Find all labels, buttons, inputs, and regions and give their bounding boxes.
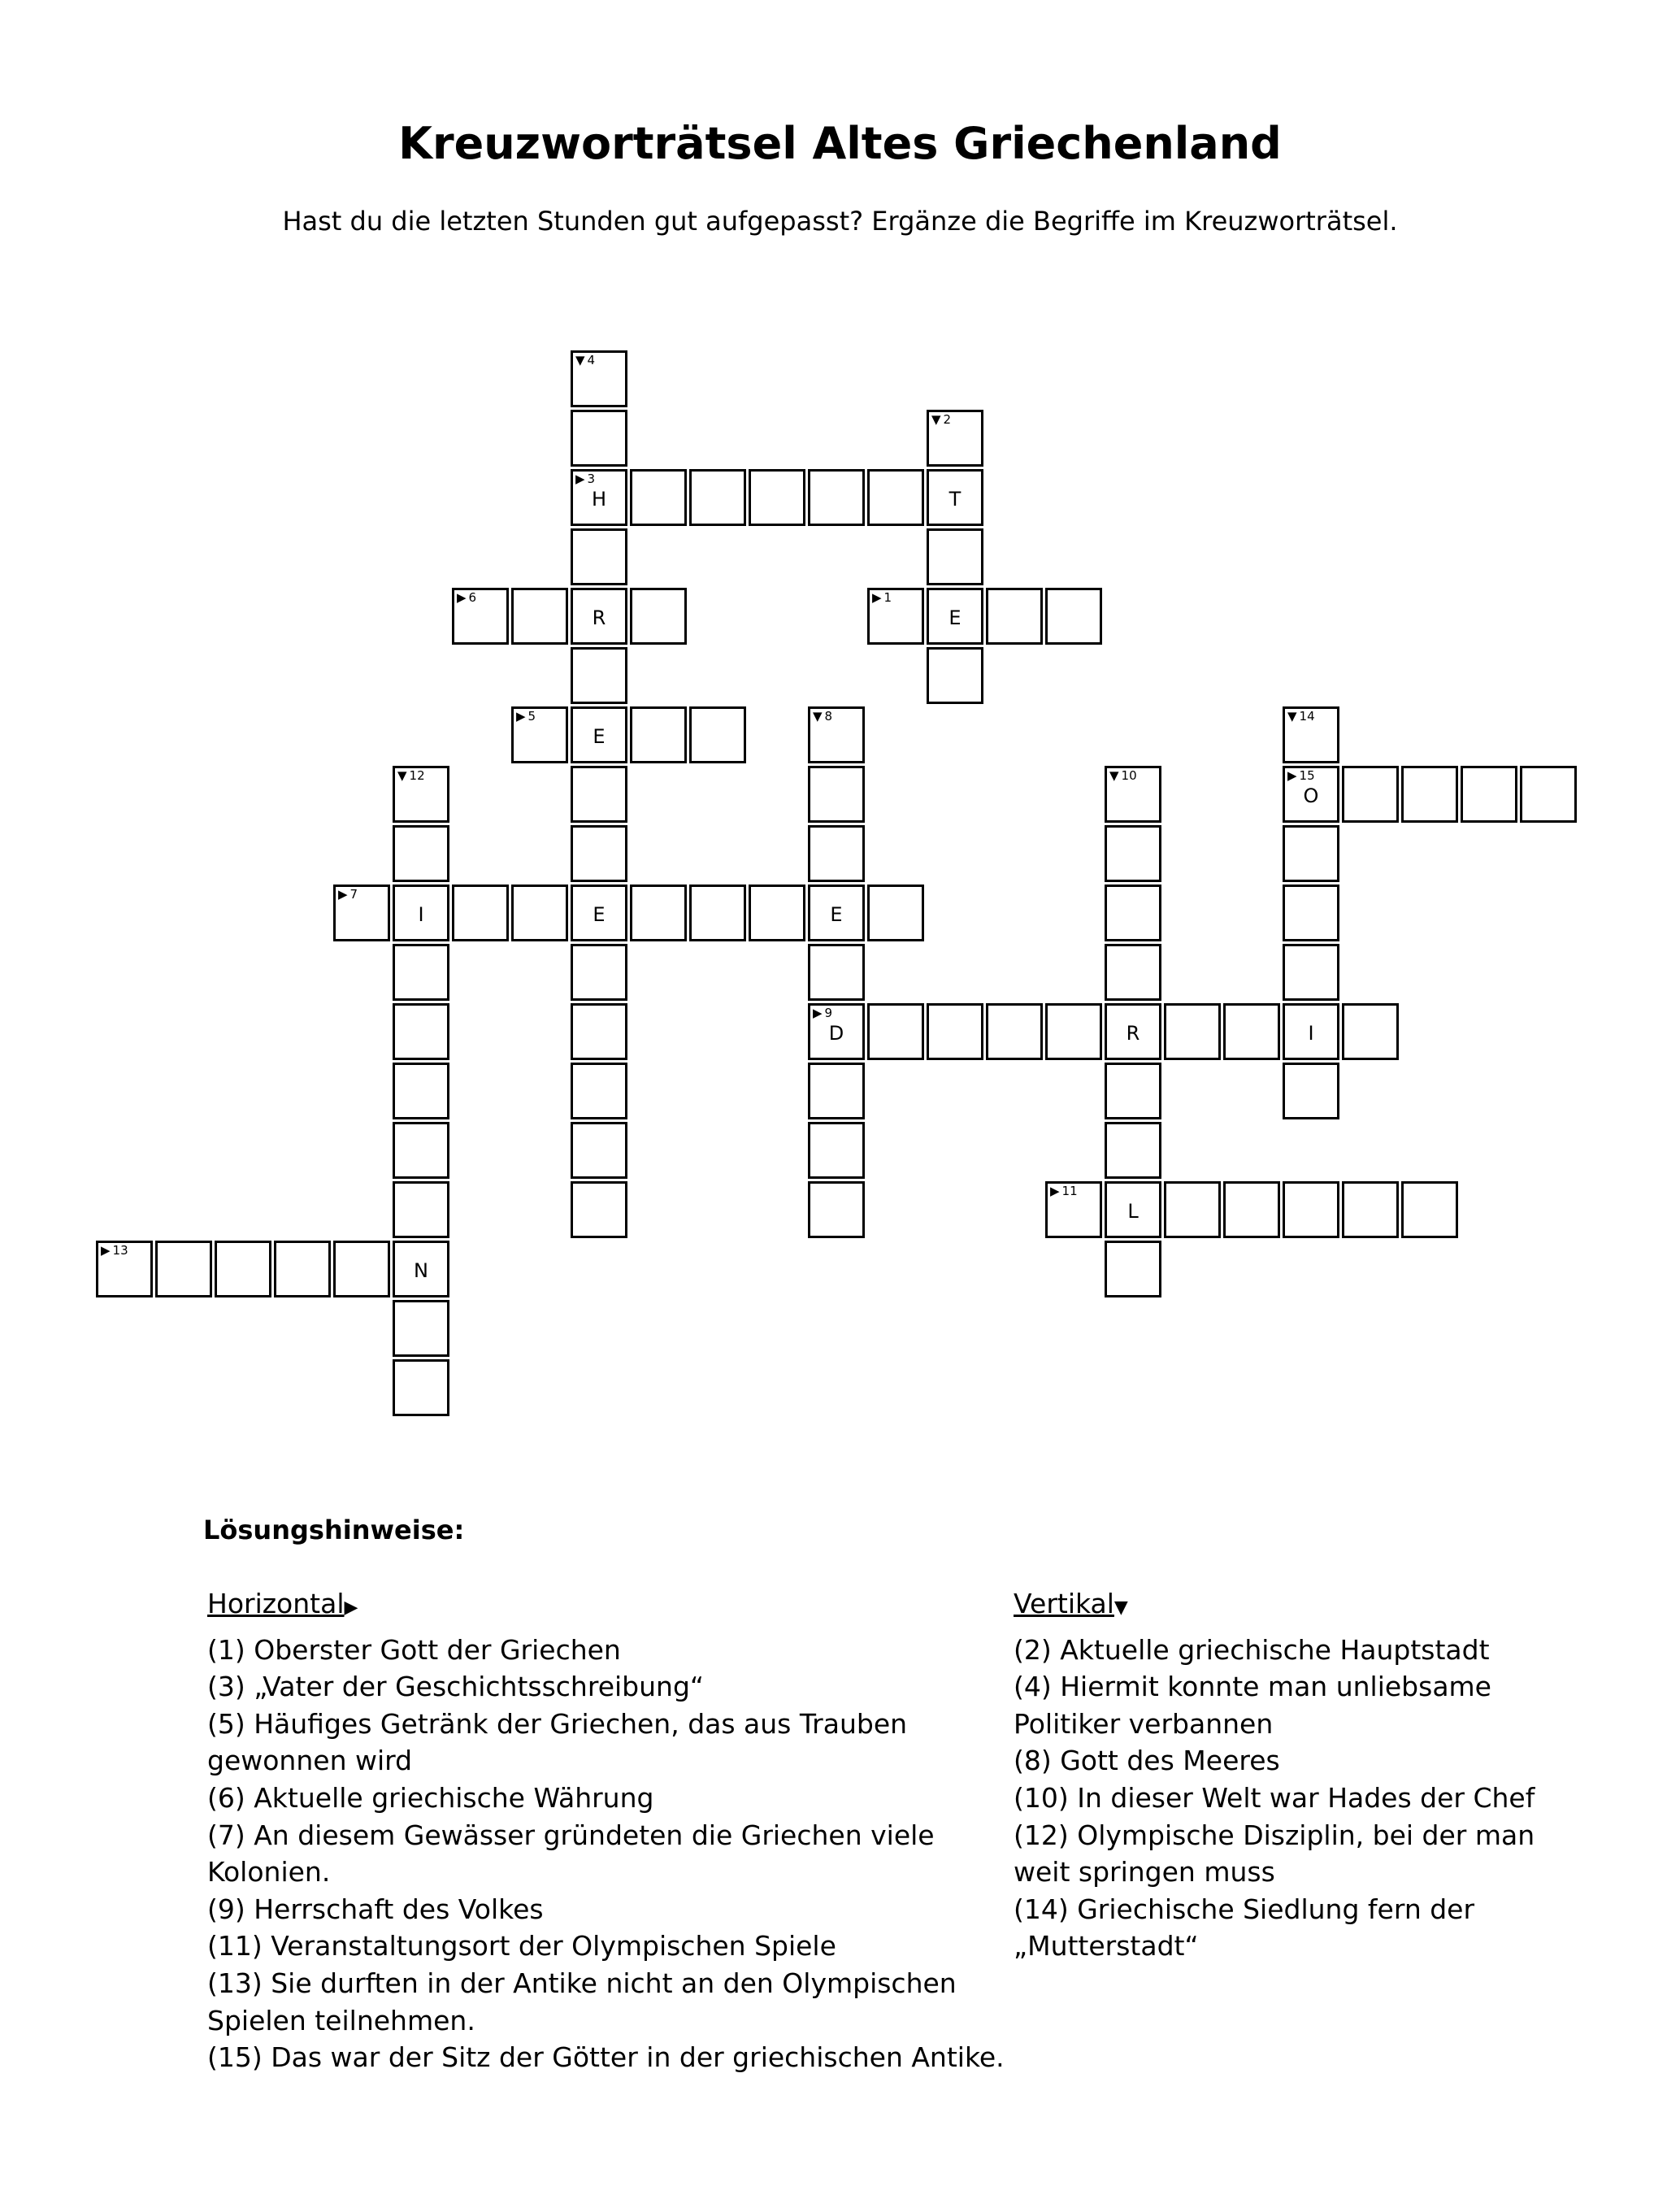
crossword-cell[interactable]: [1164, 1003, 1221, 1060]
crossword-cell[interactable]: [511, 588, 568, 645]
crossword-cell[interactable]: [393, 1241, 449, 1297]
crossword-cell[interactable]: [1342, 1003, 1399, 1060]
crossword-cell[interactable]: [1223, 1003, 1280, 1060]
crossword-cell[interactable]: [630, 588, 687, 645]
crossword-cell[interactable]: [571, 944, 627, 1001]
crossword-cell[interactable]: [1283, 766, 1339, 823]
horizontal-clue: (6) Aktuelle griechische Währung: [207, 1781, 654, 1814]
given-letter: E: [593, 725, 606, 748]
crossword-cell[interactable]: [1105, 1063, 1161, 1119]
crossword-cell[interactable]: [1223, 1181, 1280, 1238]
clue-number: ▶ 6: [457, 590, 477, 605]
crossword-cell[interactable]: [393, 1063, 449, 1119]
given-letter: O: [1303, 785, 1319, 807]
crossword-cell[interactable]: [808, 706, 865, 763]
crossword-cell[interactable]: [571, 350, 627, 407]
crossword-cell[interactable]: [749, 469, 805, 526]
crossword-cell[interactable]: [867, 1003, 924, 1060]
crossword-cell[interactable]: [393, 1181, 449, 1238]
crossword-cell[interactable]: [1401, 766, 1458, 823]
crossword-cell[interactable]: [1283, 825, 1339, 882]
crossword-cell[interactable]: [927, 469, 983, 526]
vertikal-clue: (10) In dieser Welt war Hades der Chef: [1014, 1781, 1535, 1814]
clue-number: ▼ 12: [397, 768, 425, 783]
clue-number: ▼ 10: [1109, 768, 1137, 783]
clue-number: ▼ 8: [813, 709, 833, 724]
crossword-cell[interactable]: [689, 706, 746, 763]
horizontal-clue: (3) „Vater der Geschichtsschreibung“: [207, 1671, 704, 1703]
horizontal-clue: (15) Das war der Sitz der Götter in der griechischen Antike.: [207, 2041, 1005, 2074]
crossword-cell[interactable]: [1045, 588, 1102, 645]
given-letter: T: [949, 488, 962, 511]
crossword-cell[interactable]: [1045, 1181, 1102, 1238]
crossword-cell[interactable]: [571, 1063, 627, 1119]
crossword-cell[interactable]: [511, 706, 568, 763]
given-letter: L: [1127, 1200, 1139, 1223]
crossword-cell[interactable]: [808, 944, 865, 1001]
given-letter: N: [414, 1259, 428, 1282]
crossword-cell[interactable]: [1045, 1003, 1102, 1060]
crossword-cell[interactable]: [1520, 766, 1577, 823]
crossword-cell[interactable]: [808, 1181, 865, 1238]
horizontal-label: Horizontal: [207, 1588, 345, 1619]
crossword-cell[interactable]: [274, 1241, 331, 1297]
crossword-cell[interactable]: [808, 1003, 865, 1060]
given-letter: E: [593, 903, 606, 926]
vertical-clue-list: [1014, 1632, 1599, 1965]
crossword-cell[interactable]: [571, 825, 627, 882]
crossword-cell[interactable]: [1283, 885, 1339, 941]
vertikal-clue: (14) Griechische Siedlung fern der „Mutterstadt“: [1014, 1893, 1475, 1962]
crossword-cell[interactable]: [155, 1241, 212, 1297]
clue-number: ▼ 14: [1287, 709, 1315, 724]
horizontal-clue-list: [207, 1632, 1012, 2076]
given-letter: H: [591, 488, 607, 511]
crossword-cell[interactable]: [986, 1003, 1043, 1060]
vertical-label: Vertikal: [1014, 1588, 1114, 1619]
vertikal-clue: (2) Aktuelle griechische Hauptstadt: [1014, 1633, 1490, 1666]
crossword-cell[interactable]: [808, 1063, 865, 1119]
clue-number: ▶ 5: [516, 709, 536, 724]
clue-number: ▼ 2: [931, 412, 952, 427]
crossword-cell[interactable]: [393, 766, 449, 823]
vertical-header: [1014, 1585, 1599, 1627]
crossword-cell[interactable]: [1283, 944, 1339, 1001]
crossword-cell[interactable]: [511, 885, 568, 941]
clue-number: ▶ 7: [338, 887, 358, 902]
clue-number: ▶ 9: [813, 1006, 833, 1020]
crossword-cell[interactable]: [452, 588, 509, 645]
vertikal-clue: (4) Hiermit konnte man unliebsame Politiker verbannen: [1014, 1671, 1491, 1740]
crossword-cell[interactable]: [571, 1003, 627, 1060]
crossword-cell[interactable]: [808, 1122, 865, 1179]
horizontal-clue: (5) Häufiges Getränk der Griechen, das aus Trauben gewonnen wird: [207, 1707, 908, 1777]
crossword-cell[interactable]: [1105, 766, 1161, 823]
given-letter: D: [828, 1022, 844, 1045]
crossword-cell[interactable]: [215, 1241, 271, 1297]
vertikal-clue: (12) Olympische Disziplin, bei der man weit springen muss: [1014, 1819, 1535, 1889]
crossword-cell[interactable]: [452, 885, 509, 941]
crossword-cell[interactable]: [333, 885, 390, 941]
crossword-cell[interactable]: [1283, 1063, 1339, 1119]
crossword-cell[interactable]: [393, 944, 449, 1001]
crossword-cell[interactable]: [571, 588, 627, 645]
horizontal-clues: [207, 1585, 1012, 2076]
crossword-cell[interactable]: [927, 588, 983, 645]
crossword-cell[interactable]: [689, 885, 746, 941]
given-letter: I: [1308, 1022, 1314, 1045]
horizontal-clue: (7) An diesem Gewässer gründeten die Griechen viele Kolonien.: [207, 1819, 935, 1889]
clue-number: ▶ 15: [1287, 768, 1315, 783]
crossword-cell[interactable]: [808, 766, 865, 823]
crossword-cell[interactable]: [1105, 1003, 1161, 1060]
crossword-cell[interactable]: [393, 885, 449, 941]
crossword-cell[interactable]: [571, 410, 627, 467]
crossword-cell[interactable]: [749, 885, 805, 941]
crossword-cell[interactable]: [630, 885, 687, 941]
crossword-cell[interactable]: [630, 469, 687, 526]
given-letter: E: [949, 606, 962, 629]
crossword-cell[interactable]: [1461, 766, 1517, 823]
crossword-cell[interactable]: [1342, 1181, 1399, 1238]
crossword-cell[interactable]: [1105, 944, 1161, 1001]
crossword-cell[interactable]: [571, 647, 627, 704]
crossword-cell[interactable]: [1164, 1181, 1221, 1238]
given-letter: I: [418, 903, 424, 926]
vertical-clues: [1014, 1585, 1599, 1965]
crossword-cell[interactable]: [808, 469, 865, 526]
crossword-cell[interactable]: [571, 766, 627, 823]
crossword-cell[interactable]: [571, 885, 627, 941]
crossword-cell[interactable]: [393, 825, 449, 882]
crossword-cell[interactable]: [689, 469, 746, 526]
down-arrow-icon: ▼: [1113, 1597, 1128, 1618]
across-arrow-icon: ▶: [344, 1597, 358, 1618]
clue-number: ▶ 11: [1050, 1184, 1078, 1198]
crossword-cell[interactable]: [927, 1003, 983, 1060]
given-letter: E: [830, 903, 843, 926]
horizontal-clue: (1) Oberster Gott der Griechen: [207, 1633, 621, 1666]
clue-number: ▶ 13: [101, 1243, 128, 1258]
crossword-cell[interactable]: [808, 825, 865, 882]
crossword-cell[interactable]: [393, 1122, 449, 1179]
given-letter: R: [592, 606, 606, 629]
crossword-cell[interactable]: [1342, 766, 1399, 823]
clue-number: ▶ 1: [872, 590, 892, 605]
page-title: Kreuzworträtsel Altes Griechenland: [398, 118, 1282, 169]
crossword-cell[interactable]: [867, 469, 924, 526]
crossword-cell[interactable]: [1105, 1181, 1161, 1238]
crossword-cell[interactable]: [393, 1300, 449, 1357]
horizontal-clue: (13) Sie durften in der Antike nicht an den Olympischen Spielen teilnehmen.: [207, 1967, 957, 2036]
crossword-cell[interactable]: [867, 885, 924, 941]
crossword-cell[interactable]: [571, 528, 627, 585]
crossword-cell[interactable]: [1283, 1003, 1339, 1060]
crossword-cell[interactable]: [927, 647, 983, 704]
horizontal-clue: (11) Veranstaltungsort der Olympischen Spiele: [207, 1930, 836, 1962]
crossword-cell[interactable]: [571, 469, 627, 526]
crossword-cell[interactable]: [571, 1122, 627, 1179]
crossword-cell[interactable]: [867, 588, 924, 645]
crossword-cell[interactable]: [1105, 1241, 1161, 1297]
horizontal-clue: (9) Herrschaft des Volkes: [207, 1893, 544, 1925]
crossword-cell[interactable]: [333, 1241, 390, 1297]
vertikal-clue: (8) Gott des Meeres: [1014, 1745, 1280, 1777]
crossword-cell[interactable]: [393, 1003, 449, 1060]
crossword-cell[interactable]: [1105, 825, 1161, 882]
crossword-cell[interactable]: [1401, 1181, 1458, 1238]
clue-number: ▶ 3: [575, 472, 596, 486]
crossword-cell[interactable]: [96, 1241, 153, 1297]
instructions: Hast du die letzten Stunden gut aufgepasst? Ergänze die Begriffe im Kreuzworträtsel.: [282, 206, 1398, 237]
hints-heading: Lösungshinweise:: [203, 1515, 465, 1545]
clue-number: ▼ 4: [575, 353, 596, 367]
crossword-cell[interactable]: [1105, 1122, 1161, 1179]
crossword-cell[interactable]: [808, 885, 865, 941]
crossword-cell[interactable]: [1283, 706, 1339, 763]
crossword-cell[interactable]: [927, 528, 983, 585]
crossword-cell[interactable]: [1283, 1181, 1339, 1238]
crossword-cell[interactable]: [986, 588, 1043, 645]
horizontal-header: [207, 1585, 1012, 1627]
crossword-cell[interactable]: [1105, 885, 1161, 941]
crossword-cell[interactable]: [571, 1181, 627, 1238]
crossword-cell[interactable]: [393, 1359, 449, 1416]
crossword-cell[interactable]: [630, 706, 687, 763]
crossword-cell[interactable]: [571, 706, 627, 763]
given-letter: R: [1126, 1022, 1140, 1045]
crossword-cell[interactable]: [927, 410, 983, 467]
